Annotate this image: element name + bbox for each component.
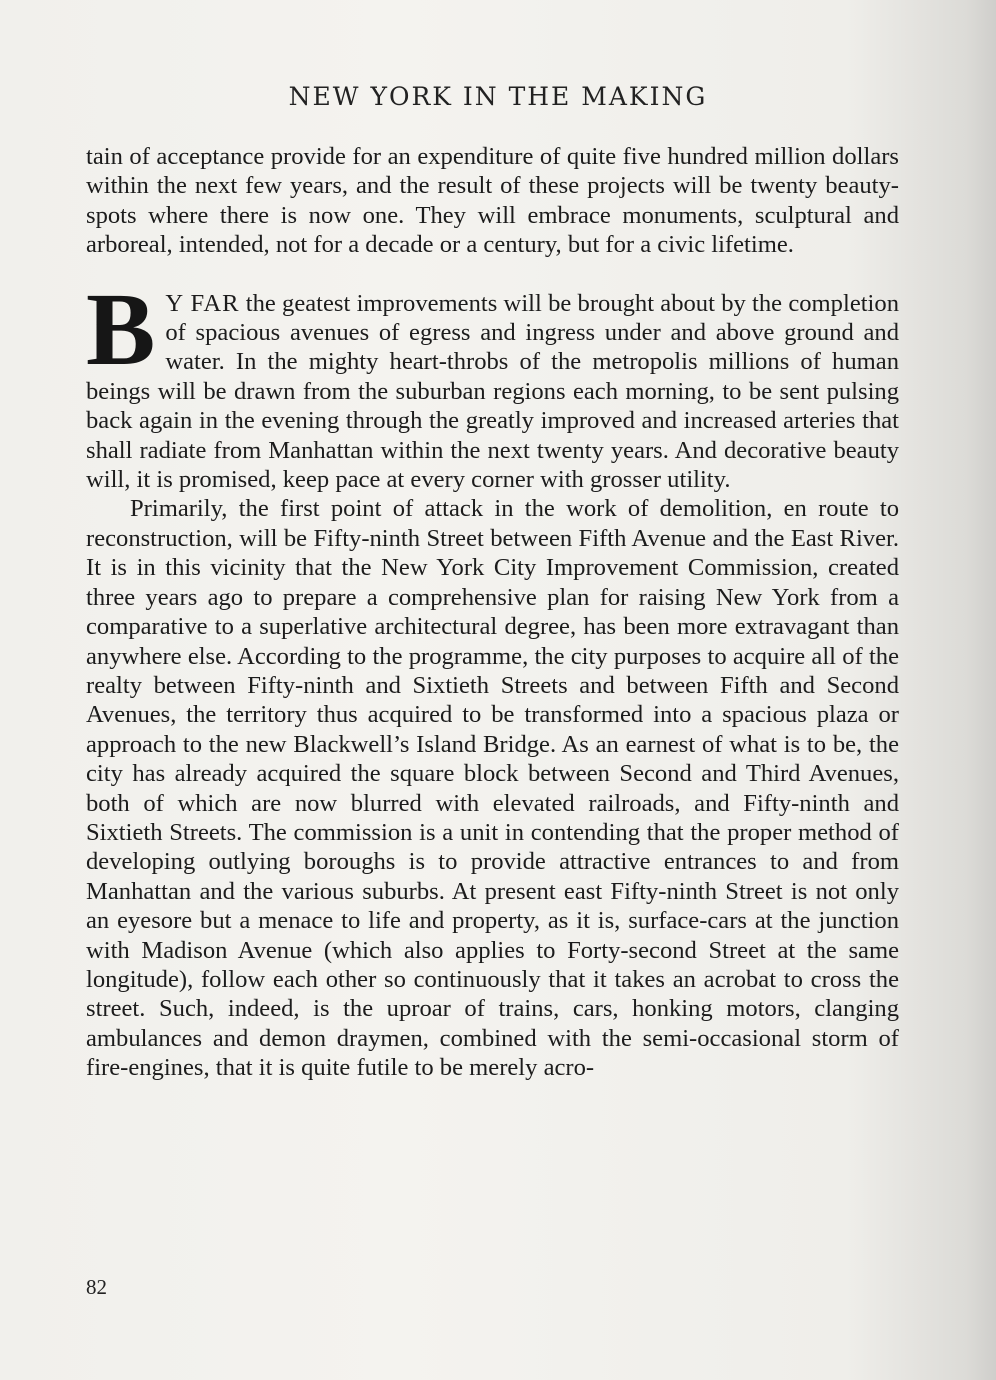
paragraph-text: the geatest improvements will be brought about by the completion of spacious avenues of egress and ingress under and above ground and water. In the mighty heart-throbs of the metropolis millions of human beings will be drawn from the suburban regions each morning, to be sent pulsing back again in the evening through the greatly improved and increased arteries that shall radiate from Manhattan within the next twenty years. And decorative beauty will, it is promised, keep pace at every corner with grosser utility.	[86, 289, 899, 494]
page-body	[86, 142, 899, 1083]
drop-cap-letter: B	[86, 271, 156, 387]
paragraph-continued: tain of acceptance provide for an expenditure of quite five hundred million dollars within the next few years, and the result of these projects will be twenty beauty-spots where there is now one. They will embrace monuments, sculptural and arboreal, intended, not for a decade or a century, but for a civic lifetime.	[86, 143, 899, 259]
page-number: 82	[86, 1275, 107, 1299]
lead-in-caps: Y FAR	[165, 289, 240, 317]
paragraph-indented: Primarily, the first point of attack in the work of demolition, en route to reconstruction, will be Fifty-ninth Street between Fifth Avenue and the East River. It is in this vicinity that the New York City Improvement Commission, created three years ago to prepare a comprehensive plan for raising New York from a comparative to a superlative architectural degree, has been more extravagant than anywhere else. According to the programme, the city purposes to acquire all of the realty between Fifty-ninth and Sixtieth Streets and between Fifth and Second Avenues, the territory thus acquired to be transformed into a spacious plaza or approach to the new Blackwell’s Island Bridge. As an earnest of what is to be, the city has already acquired the square block between Second and Third Avenues, both of which are now blurred with elevated railroads, and Fifty-ninth and Sixtieth Streets. The commission is a unit in contending that the proper method of developing outlying boroughs is to provide attractive entrances to and from Manhattan and the various suburbs. At present east Fifty-ninth Street is not only an eyesore but a menace to life and property, as it is, surface-cars at the junction with Madison Avenue (which also applies to Forty-second Street at the same longitude), follow each other so continuously that it takes an acrobat to cross the street. Such, indeed, is the uproar of trains, cars, honking motors, clanging ambulances and demon draymen, combined with the semi-occasional storm of fire-engines, that it is quite futile to be merely acro-	[86, 495, 899, 1082]
running-title: NEW YORK IN THE MAKING	[288, 82, 708, 111]
paragraph-drop-cap	[86, 271, 899, 495]
